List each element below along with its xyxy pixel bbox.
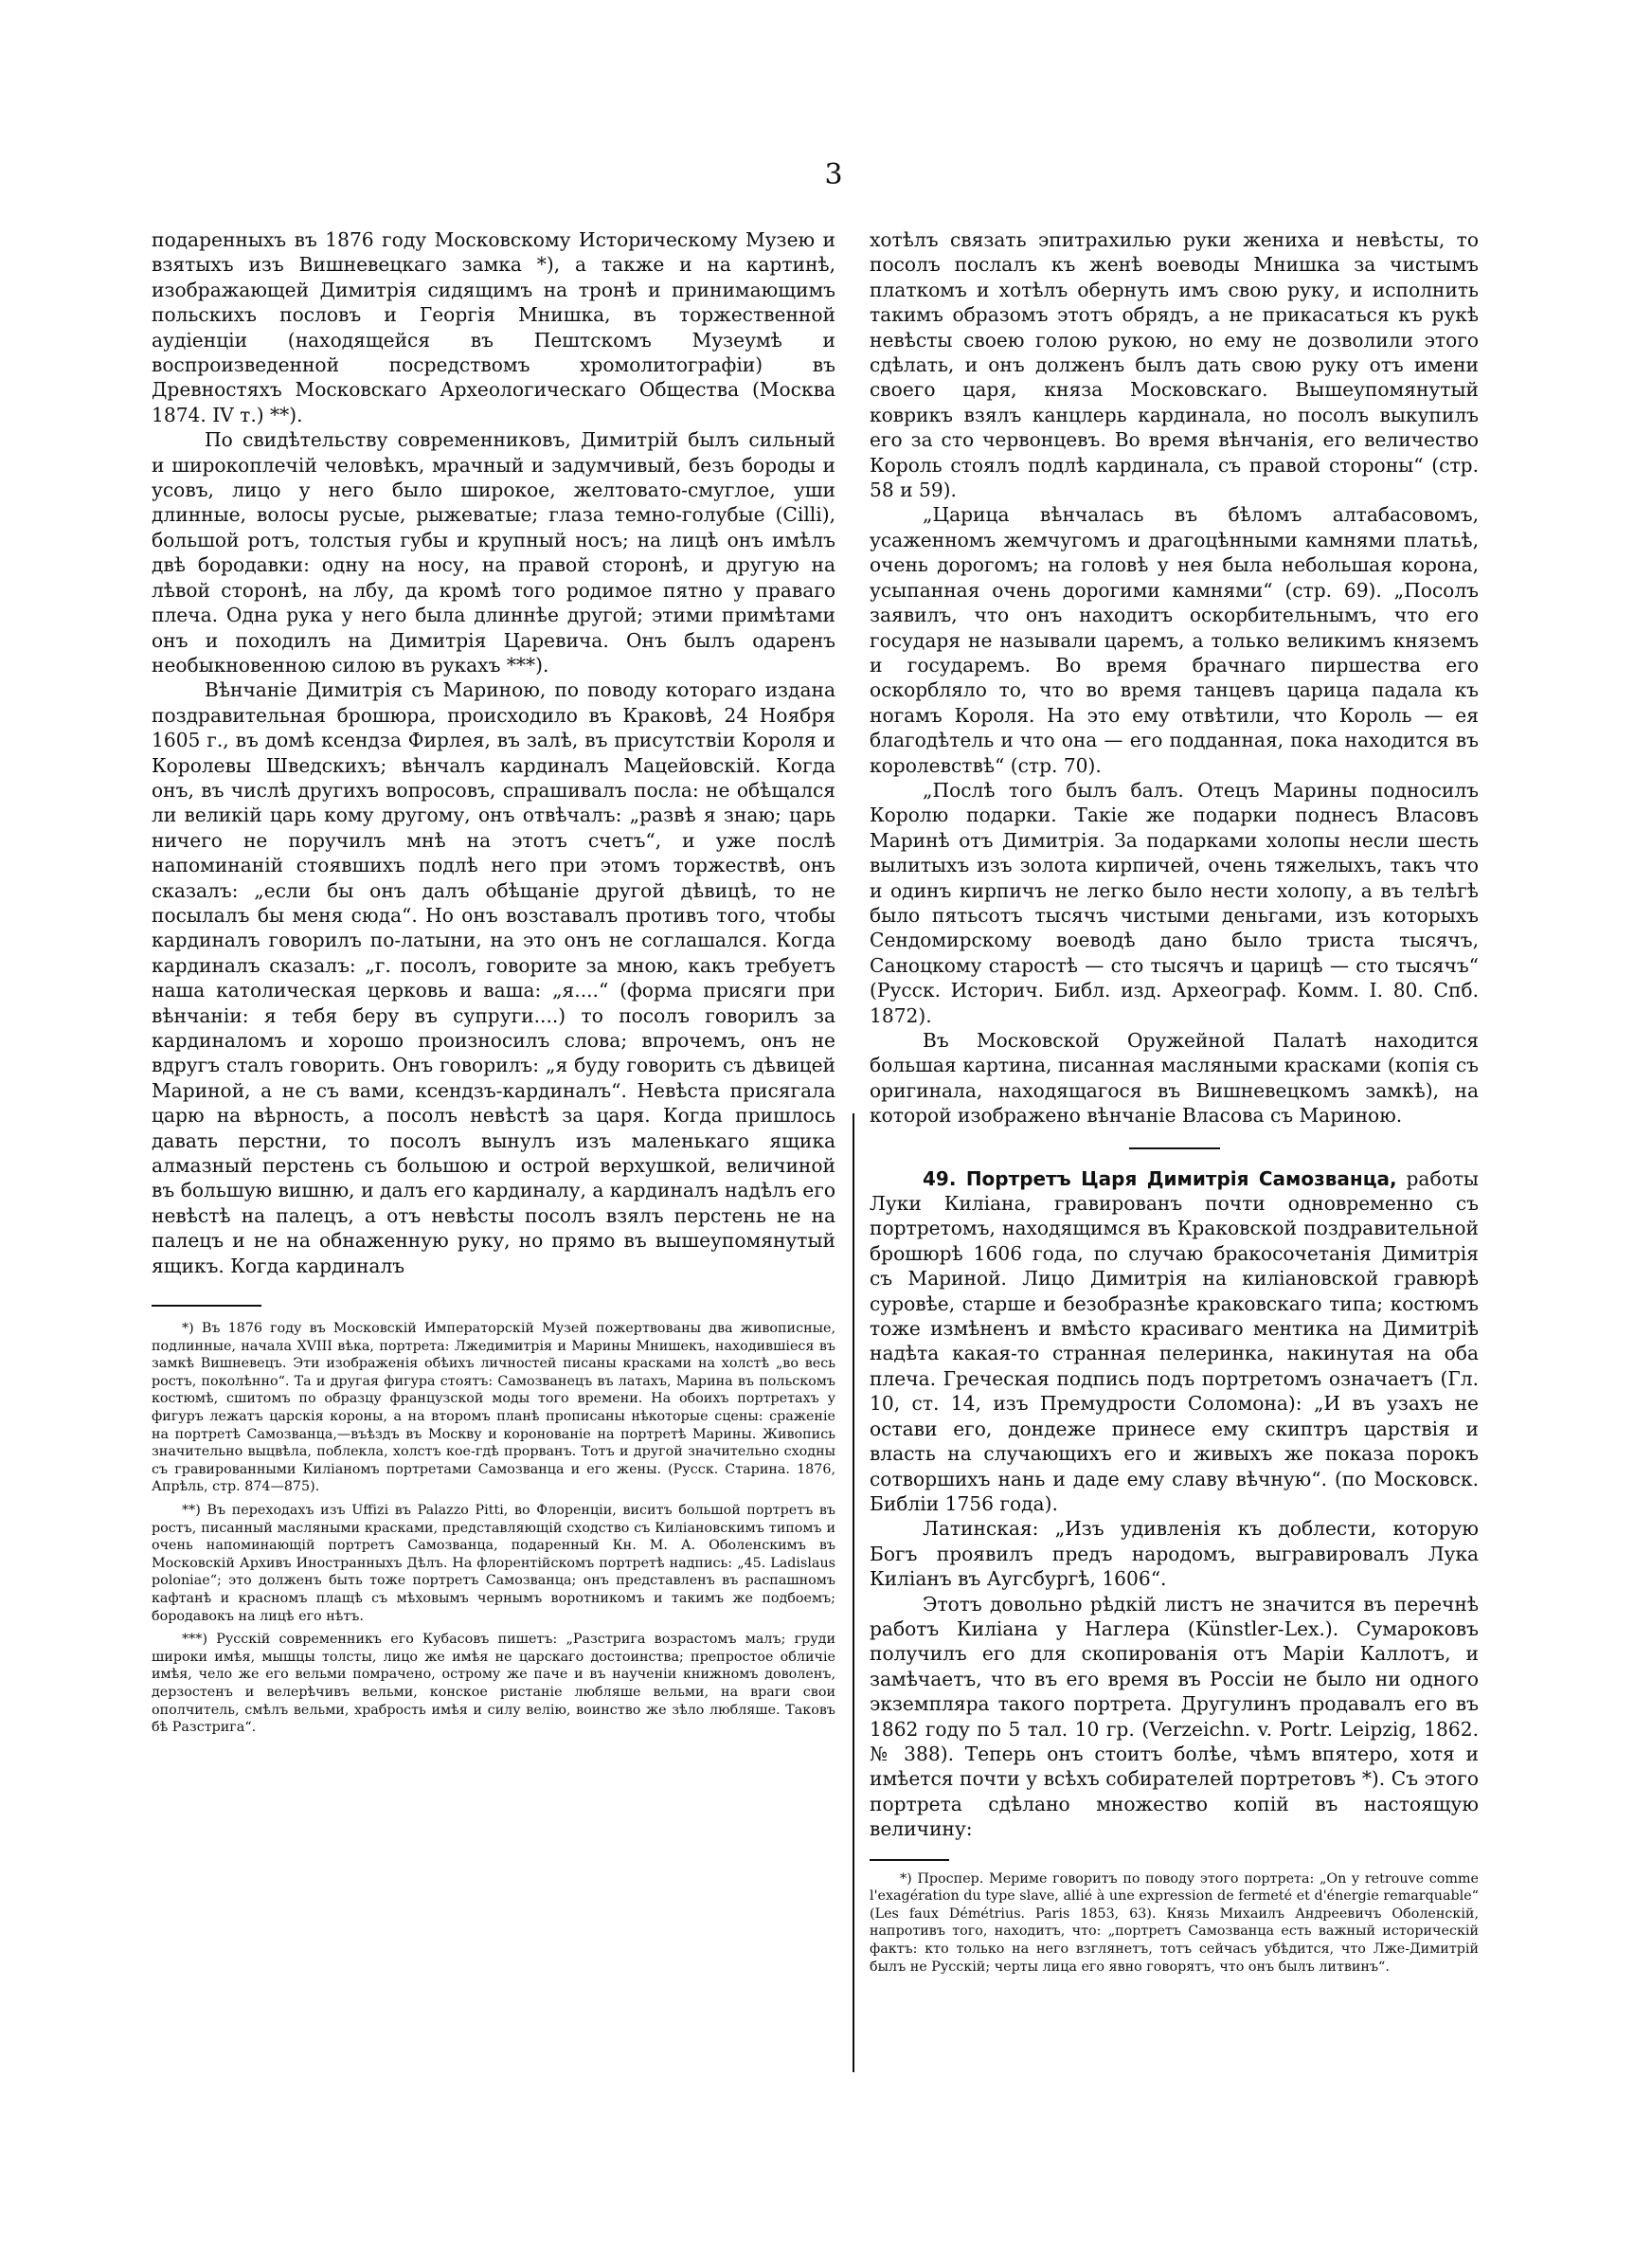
- paragraph: подаренныхъ въ 1876 году Московскому Историческому Музею и взятыхъ изъ Вишневецкаго замка *), а также и на картинѣ, изображающей Димитрія сидящимъ на тронѣ и принимающимъ польскихъ пословъ и Георгія Мнишка, въ торжественной аудіенціи (находящейся въ Пештскомъ Музеумѣ и воспроизведенной посредствомъ хромолитографіи) въ Древностяхъ Московскаго Археологическаго Общества (Москва 1874. IV т.) **).: [152, 228, 835, 426]
- paragraph: Латинская: „Изъ удивленія къ доблести, которую Богъ проявилъ предъ народомъ, выгравировалъ Лука Киліанъ въ Аугсбургѣ, 1606“.: [870, 1517, 1479, 1591]
- paragraph: По свидѣтельству современниковъ, Димитрій былъ сильный и широкоплечій человѣкъ, мрачный и задумчивый, безъ бороды и усовъ, лицо у него было широкое, желтовато-смуглое, уши длинные, волосы русые, рыжеватые; глаза темно-голубые (Cilli), большой ротъ, толстыя губы и крупный носъ; на лицѣ онъ имѣлъ двѣ бородавки: одну на носу, на правой сторонѣ, и другую на лѣвой сторонѣ, на лбу, да кромѣ того родимое пятно у праваго плеча. Одна рука у него была длиннѣе другой; этими примѣтами онъ и походилъ на Димитрія Царевича. Онъ былъ одаренъ необыкновенною силою въ рукахъ ***).: [152, 428, 835, 677]
- entry-heading: 49. Портретъ Царя Димитрія Самозванца,: [923, 1166, 1397, 1190]
- footnote-divider: [870, 1859, 949, 1861]
- page-number: 3: [824, 158, 843, 191]
- paragraph: Въ Московской Оружейной Палатѣ находится большая картина, писанная масляными красками (копія съ оригинала, находящагося въ Вишневецкомъ замкѣ), на которой изображено вѣнчаніе Власова съ Мариною.: [870, 1029, 1479, 1128]
- paragraph: Вѣнчаніе Димитрія съ Мариною, по поводу котораго издана поздравительная брошюра, происходило въ Краковѣ, 24 Ноября 1605 г., въ домѣ ксендза Фирлея, въ залѣ, въ присутствіи Короля и Королевы Шведскихъ; вѣнчалъ кардиналъ Мацейовскій. Когда онъ, въ числѣ другихъ вопросовъ, спрашивалъ посла: не обѣщался ли великій царь кому другому, онъ отвѣчалъ: „развѣ я знаю; царь ничего не поручилъ мнѣ на этотъ счетъ“, и уже послѣ напоминаній стоявшихъ подлѣ него при этомъ торжествѣ, онъ сказалъ: „если бы онъ далъ обѣщаніе другой дѣвицѣ, то не посылалъ бы меня сюда“. Но онъ возставалъ противъ того, чтобы кардиналъ говорилъ по-латыни, на это онъ не соглашался. Когда кардиналъ сказалъ: „г. посолъ, говорите за мною, какъ требуетъ наша католическая церковь и ваша: „я....“ (форма присяги при вѣнчаніи: я тебя беру въ супруги....) то посолъ говорилъ за кардиналомъ и хорошо произносилъ слова; впрочемъ, онъ не вдругъ сталъ говорить. Онъ говорилъ: „я буду говорить съ дѣвицей Мариной, а не съ вами, ксендзъ-кардиналъ“. Невѣста присягала царю на вѣрность, а посолъ невѣстѣ за царя. Когда пришлось давать перстни, то посолъ вынулъ изъ маленькаго ящика алмазный перстень съ большою и острой верхушкой, величиной въ большую вишню, и далъ его кардиналу, а кардиналъ надѣлъ его невѣстѣ на палецъ, а отъ невѣсты посолъ взялъ перстень не на палецъ и не на обнаженную руку, но прямо въ вышеупомянутый ящикъ. Когда кардиналъ: [152, 678, 835, 1277]
- left-footnotes: [152, 1320, 835, 1737]
- paragraph: „Послѣ того былъ балъ. Отецъ Марины подносилъ Королю подарки. Такіе же подарки поднесъ Власовъ Маринѣ отъ Димитрія. За подарками холопы несли шесть вылитыхъ изъ золота кирпичей, очень тяжелыхъ, такъ что и одинъ кирпичъ не легко было нести холопу, а въ телѣгѣ было пятьсотъ тысячъ чистыми деньгами, изъ которыхъ Сендомирскому воеводѣ дано было триста тысячъ, Саноцкому старостѣ — сто тысячъ и царицѣ — сто тысячъ“ (Русск. Историч. Библ. изд. Археограф. Комм. I. 80. Спб. 1872).: [870, 778, 1479, 1027]
- left-column: [152, 227, 835, 1742]
- entry-intro: работы Луки Киліана, гравированъ почти одновременно съ портретомъ, находящимся въ Краковской поздравительной брошюрѣ 1606 года, по случаю бракосочетанія Димитрія съ Мариной. Лицо Димитрія на киліановской гравюрѣ суровѣе, старше и безобразнѣе краковскаго типа; костюмъ тоже измѣненъ и вмѣсто красиваго ментика на Димитріѣ надѣта какая-то странная пелеринка, накинутая на оба плеча. Греческая подпись подъ портретомъ означаетъ (Гл. 10, ст. 14, изъ Премудрости Соломона): „И въ узахъ не остави его, дондеже принесе ему скиптръ царствія и власть на случающихъ его и живыхъ же показа порокъ сотворшихъ нань и даде ему славу вѣчную“. (по Московск. Библіи 1756 года).: [870, 1166, 1479, 1515]
- right-footnotes: [870, 1870, 1479, 1977]
- footnote: **) Въ переходахъ изъ Uffizi въ Palazzo Pitti, во Флоренціи, виситъ большой портретъ въ ростъ, писанный масляными красками, представляющій сходство съ Киліановскимъ типомъ и очень напоминающій портретъ Самозванца, подаренный Кн. М. А. Оболенскимъ въ Московскій Архивъ Иностранныхъ Дѣлъ. На флорентійскомъ портретѣ надпись: „45. Ladislaus poloniae“; это долженъ быть тоже портретъ Самозванца; онъ представленъ въ распашномъ кафтанѣ и красномъ плащѣ съ мѣховымъ чернымъ воротникомъ и такимъ же подбоемъ; бородавокъ на лицѣ его нѣтъ.: [152, 1503, 835, 1624]
- right-body: [870, 227, 1479, 1128]
- column-divider: [853, 1113, 854, 2072]
- left-body: [152, 227, 835, 1278]
- paragraph: хотѣлъ связать эпитрахилью руки жениха и невѣсты, то посолъ послалъ къ женѣ воеводы Мнишка за чистымъ платкомъ и хотѣлъ обернуть имъ свою руку, и исполнить такимъ образомъ этотъ обрядъ, а не прикасаться къ рукѣ невѣсты своею голою рукою, но ему не дозволили этого сдѣлать, и онъ долженъ былъ дать свою руку отъ имени своего царя, княза Московскаго. Вышеупомянутый коврикъ взялъ канцлерь кардинала, но посолъ выкупилъ его за сто червонцевъ. Во время вѣнчанія, его величество Король стоялъ подлѣ кардинала, съ правой стороны“ (стр. 58 и 59).: [870, 228, 1479, 502]
- paragraph: Этотъ довольно рѣдкій листъ не значится въ перечнѣ работъ Киліана у Наглера (Künstler-Lex.). Сумароковъ получилъ его для скопированія отъ Маріи Каллотъ, и замѣчаетъ, что въ его время въ Россіи не было ни одного экземпляра такого портрета. Другулинъ продавалъ его въ 1862 году по 5 тал. 10 гр. (Verzeichn. v. Portr. Leipzig, 1862. № 388). Теперь онъ стоитъ болѣе, чѣмъ впятеро, хотя и имѣется почти у всѣхъ собирателей портретовъ *). Съ этого портрета сдѣлано множество копій въ настоящую величину:: [870, 1592, 1479, 1841]
- right-column: [870, 227, 1479, 1981]
- paragraph: „Царица вѣнчалась въ бѣломъ алтабасовомъ, усаженномъ жемчугомъ и драгоцѣнными камнями платьѣ, очень дорогомъ; на головѣ у нея была небольшая корона, усыпанная очень дорогими камнями“ (стр. 69). „Посолъ заявилъ, что онъ находитъ оскорбительнымъ, что его государя не называли царемъ, а только великимъ княземъ и государемъ. Во время брачнаго пиршества его оскорбляло то, что во время танцевъ царица падала къ ногамъ Короля. На это ему отвѣтили, что Король — ея благодѣтель и что она — его подданная, пока находится въ королевствѣ“ (стр. 70).: [870, 503, 1479, 777]
- footnote-divider: [152, 1305, 261, 1307]
- entry-paragraph: [870, 1166, 1479, 1517]
- footnote: ***) Русскій современникъ его Кубасовъ пишетъ: „Разстрига возрастомъ малъ; груди широки имѣя, мышцы толсты, лицо же имѣя не царскаго достоинства; препростое обличіе имѣя, чело же его вельми помрачено, острому же паче и въ наученіи книжномъ доволенъ, дерзостенъ и велерѣчивъ вельми, конское ристаніе любляше вельми, на враги свои ополчитель, смѣлъ вельми, храбрость имѣя и силу велію, воинство же зѣло любляше. Таковъ бѣ Разстрига“.: [152, 1632, 835, 1736]
- footnote: *) Проспер. Мериме говоритъ по поводу этого портрета: „On y retrouve comme l'exagération du type slave, allié à une expression de fermeté et d'énergie remarquable“ (Les faux Démétrius. Paris 1853, 63). Князь Михаилъ Андреевичъ Оболенскій, напротивъ того, находитъ, что: „портретъ Самозванца есть важный историческій фактъ: кто только на него взглянетъ, тотъ сейчасъ убѣдится, что Лже-Димитрій былъ не Русскій; черты лица его явно говорятъ, что онъ былъ литвинъ“.: [870, 1870, 1479, 1975]
- footnote: *) Въ 1876 году въ Московскій Императорскій Музей пожертвованы два живописные, подлинные, начала XVIII вѣка, портрета: Лжедимитрія и Марины Мнишекъ, находившіеся въ замкѣ Вишневецъ. Эти изображенія обѣихъ личностей писаны красками на холстѣ „во весь ростъ, поколѣнно“. Та и другая фигура стоятъ: Самозванецъ въ латахъ, Марина въ польскомъ костюмѣ, сшитомъ по образцу французской моды того времени. На обоихъ портретахъ у фигуръ лежатъ царскія короны, а на второмъ планѣ прописаны нѣкоторые сцены: сраженіе на портретѣ Самозванца,—въѣздъ въ Москву и коронованіе на портретѣ Марины. Живопись значительно выцвѣла, поблекла, холстъ кое-гдѣ прорванъ. Тотъ и другой значительно сходны съ гравированными Киліаномъ портретами Самозванца и его жены. (Русск. Старина. 1876, Апрѣль, стр. 874—875).: [152, 1321, 835, 1495]
- entry-49: [870, 1166, 1479, 1842]
- section-divider: [1129, 1147, 1220, 1149]
